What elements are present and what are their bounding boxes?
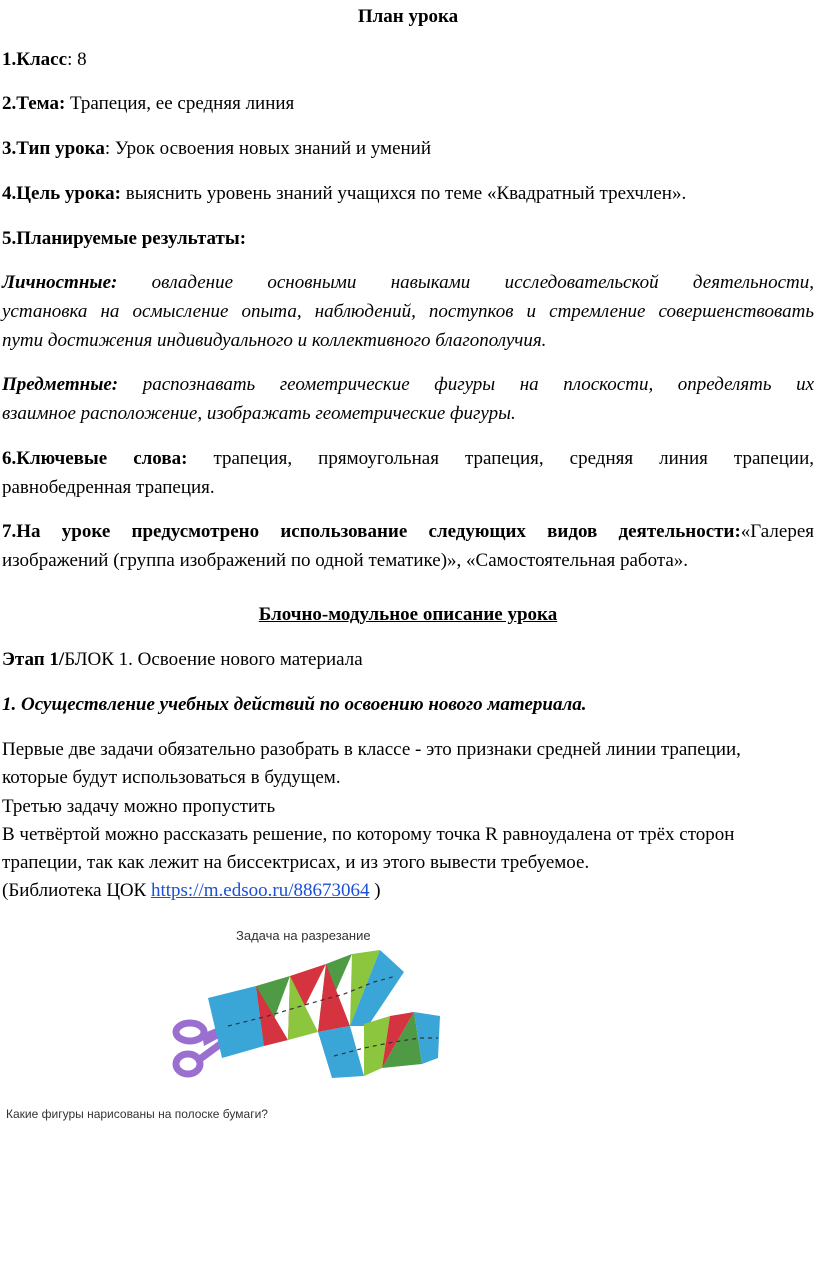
subject-label: Предметные: bbox=[2, 374, 119, 395]
body-line3: Третью задачу можно пропустить bbox=[2, 796, 276, 817]
subject-results-line1: Предметные: распознавать геометрические фигуры на плоскости, определять их bbox=[2, 374, 814, 395]
keywords-line1: 6.Ключевые слова: трапеция, прямоугольная трапеция, средняя линия трапеции, bbox=[2, 448, 814, 469]
subject-results-line2: взаимное расположение, изображать геометрические фигуры. bbox=[2, 403, 516, 424]
topic-label: 2.Тема: bbox=[2, 93, 66, 114]
body-line4: В четвёртой можно рассказать решение, по которому точка R равноудалена от трёх сторон bbox=[2, 824, 735, 845]
activities-line1: 7.На уроке предусмотрено использование следующих видов деятельности:«Галерея bbox=[2, 521, 814, 542]
figure-caption: Какие фигуры нарисованы на полоске бумаги? bbox=[6, 1107, 268, 1121]
results-heading: 5.Планируемые результаты: bbox=[2, 228, 247, 249]
library-link[interactable]: https://m.edsoo.ru/88673064 bbox=[150, 880, 370, 901]
stage-label: Этап 1/ bbox=[2, 649, 65, 670]
activities-line2: изображений (группа изображений по одной тематике)», «Самостоятельная работа». bbox=[2, 550, 689, 571]
keywords-line2: равнобедренная трапеция. bbox=[2, 477, 215, 498]
goal-value: выяснить уровень знаний учащихся по теме «Квадратный трехчлен». bbox=[120, 183, 687, 204]
lesson-type-value: : Урок освоения новых знаний и умений bbox=[104, 138, 432, 159]
topic-value: Трапеция, ее средняя линия bbox=[65, 93, 295, 114]
activities-label: 7.На уроке предусмотрено использование следующих видов деятельности: bbox=[2, 521, 741, 542]
class-item bbox=[2, 45, 814, 74]
body-line2: которые будут использоваться в будущем. bbox=[2, 767, 341, 788]
stage-text: БЛОК 1. Освоение нового материала bbox=[64, 649, 363, 670]
section-title: Блочно-модульное описание урока bbox=[258, 604, 558, 625]
class-label: 1.Класс bbox=[2, 49, 68, 70]
figure-title: Задача на разрезание bbox=[236, 928, 371, 943]
strip-shapes bbox=[208, 950, 440, 1078]
class-value: : 8 bbox=[67, 49, 87, 70]
stage-line bbox=[2, 645, 814, 674]
library-line: (Библиотека ЦОК https://m.edsoo.ru/88673064 ) bbox=[2, 880, 381, 901]
body-line5: трапеции, так как лежит на биссектрисах, и из этого вывести требуемое. bbox=[2, 852, 590, 873]
topic-item bbox=[2, 89, 814, 118]
personal-results-line2: установка на осмысление опыта, наблюдений, поступков и стремление совершенствовать bbox=[2, 301, 814, 322]
personal-results-line1: Личностные: овладение основными навыками исследовательской деятельности, bbox=[2, 272, 814, 293]
personal-label: Личностные: bbox=[2, 272, 118, 293]
page-title: План урока bbox=[357, 6, 459, 27]
goal-item bbox=[2, 179, 814, 208]
paper-strip-illustration bbox=[168, 946, 448, 1088]
lesson-type-label: 3.Тип урока bbox=[2, 138, 105, 159]
keywords-label: 6.Ключевые слова: bbox=[2, 448, 188, 469]
goal-label: 4.Цель урока: bbox=[2, 183, 121, 204]
lesson-type-item bbox=[2, 134, 814, 163]
personal-results-line3: пути достижения индивидуального и коллективного благополучия. bbox=[2, 330, 547, 351]
body-line1: Первые две задачи обязательно разобрать в классе - это признаки средней линии трапеции, bbox=[2, 739, 741, 760]
subheading: 1. Осуществление учебных действий по освоению нового материала. bbox=[2, 694, 587, 715]
